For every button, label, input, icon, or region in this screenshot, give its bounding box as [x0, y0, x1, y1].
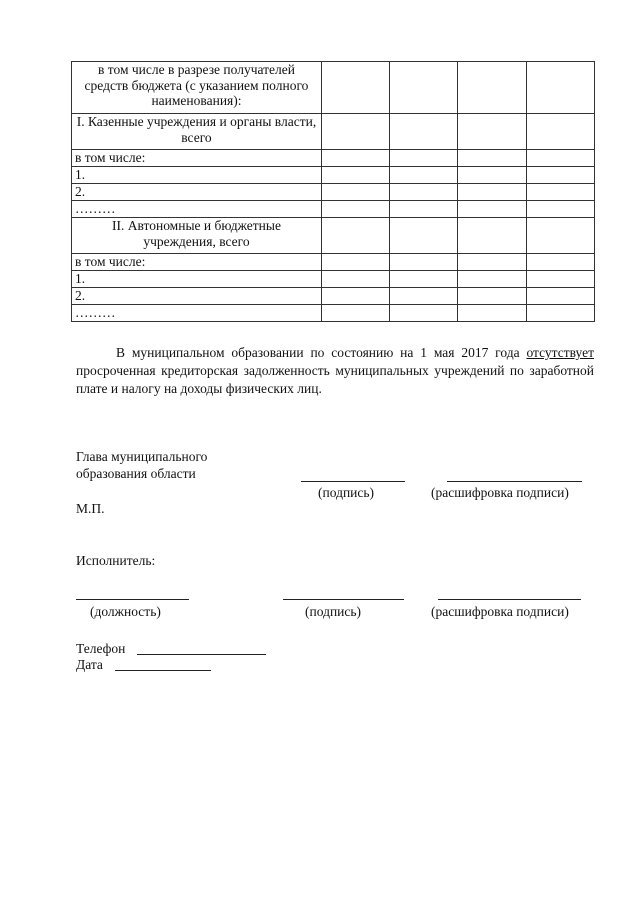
row-label: I. Казенные учреждения и органы власти, всего [72, 114, 322, 150]
row-label: 2. [72, 288, 322, 305]
executor-decoding-line [438, 599, 581, 600]
statement-before: В муниципальном образовании по состоянию на 1 мая 2017 года [116, 345, 527, 360]
value-cell [321, 288, 389, 305]
table-row [72, 218, 595, 254]
value-cell [458, 150, 526, 167]
row-label: в том числе в разрезе получателей средств бюджета (с указанием полного наименования): [72, 62, 322, 114]
head-title-line1: Глава муниципального [76, 449, 208, 464]
table-row [72, 150, 595, 167]
value-cell [458, 305, 526, 322]
phone-line [137, 654, 266, 655]
executor-signature-line [283, 599, 404, 600]
table-row [72, 305, 595, 322]
executor-position-caption: (должность) [90, 604, 161, 619]
value-cell [458, 254, 526, 271]
value-cell [321, 62, 389, 114]
value-cell [458, 288, 526, 305]
head-signature-caption: (подпись) [318, 485, 375, 500]
value-cell [526, 254, 594, 271]
executor-decoding-caption: (расшифровка подписи) [431, 604, 569, 619]
value-cell [458, 218, 526, 254]
row-label: ……… [72, 201, 322, 218]
phone-label: Телефон [76, 641, 126, 656]
value-cell [526, 218, 594, 254]
row-label: 1. [72, 271, 322, 288]
value-cell [321, 254, 389, 271]
value-cell [321, 305, 389, 322]
table-row [72, 288, 595, 305]
value-cell [390, 305, 458, 322]
value-cell [526, 62, 594, 114]
row-label: 1. [72, 167, 322, 184]
value-cell [526, 184, 594, 201]
table-row [72, 114, 595, 150]
value-cell [526, 150, 594, 167]
value-cell [458, 184, 526, 201]
value-cell [321, 271, 389, 288]
statement-paragraph [76, 344, 594, 398]
row-label: в том числе: [72, 150, 322, 167]
value-cell [458, 201, 526, 218]
value-cell [390, 184, 458, 201]
executor-label: Исполнитель: [76, 553, 156, 568]
head-decoding-caption: (расшифровка подписи) [431, 485, 569, 500]
value-cell [526, 288, 594, 305]
table-row [72, 201, 595, 218]
value-cell [321, 184, 389, 201]
report-table [71, 61, 595, 322]
value-cell [390, 218, 458, 254]
table-row [72, 254, 595, 271]
value-cell [390, 167, 458, 184]
table-row [72, 167, 595, 184]
statement-emphasis: отсутствует [526, 345, 594, 360]
value-cell [390, 201, 458, 218]
row-label: в том числе: [72, 254, 322, 271]
row-label: II. Автономные и бюджетные учреждения, всего [72, 218, 322, 254]
value-cell [458, 271, 526, 288]
executor-position-line [76, 599, 189, 600]
value-cell [390, 114, 458, 150]
value-cell [390, 254, 458, 271]
value-cell [321, 167, 389, 184]
date-label: Дата [76, 657, 103, 672]
value-cell [390, 271, 458, 288]
statement-after: просроченная кредиторская задолженность муниципальных учреждений по заработной плате и налогу на доходы физических лиц. [76, 363, 594, 396]
value-cell [526, 305, 594, 322]
value-cell [458, 62, 526, 114]
stamp-label: М.П. [76, 501, 105, 516]
value-cell [321, 201, 389, 218]
head-decoding-line [447, 481, 582, 482]
table-row [72, 271, 595, 288]
date-line [115, 670, 211, 671]
value-cell [321, 150, 389, 167]
row-label: ……… [72, 305, 322, 322]
value-cell [526, 167, 594, 184]
value-cell [321, 218, 389, 254]
head-signature-line [301, 481, 405, 482]
table-row [72, 62, 595, 114]
value-cell [390, 288, 458, 305]
table-row [72, 184, 595, 201]
value-cell [390, 62, 458, 114]
value-cell [526, 114, 594, 150]
head-title-line2: образования области [76, 466, 196, 481]
value-cell [526, 201, 594, 218]
value-cell [526, 271, 594, 288]
row-label: 2. [72, 184, 322, 201]
value-cell [321, 114, 389, 150]
value-cell [458, 114, 526, 150]
executor-signature-caption: (подпись) [305, 604, 362, 619]
value-cell [390, 150, 458, 167]
value-cell [458, 167, 526, 184]
